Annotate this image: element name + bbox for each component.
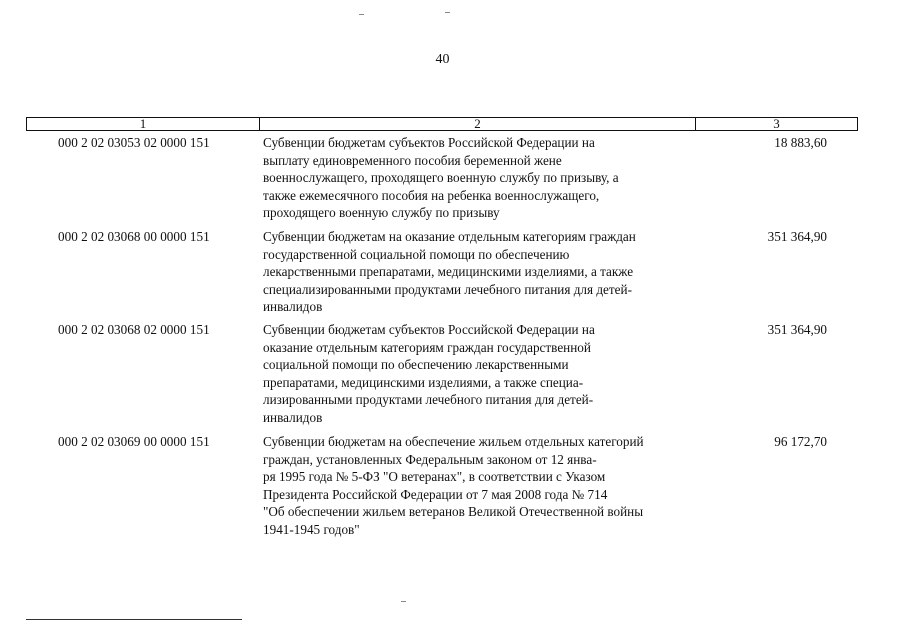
description-line: государственной социальной помощи по обеспечению	[263, 246, 570, 262]
scan-speck	[401, 601, 406, 602]
description-line: "Об обеспечении жильем ветеранов Великой Отечественной войны	[263, 504, 644, 520]
description-line: ря 1995 года № 5-ФЗ "О ветеранах", в соответствии с Указом	[263, 469, 606, 485]
scan-speck	[359, 14, 364, 15]
description-line: социальной помощи по обеспечению лекарственными	[263, 357, 569, 373]
description-line: специализированными продуктами лечебного питания для детей-	[263, 281, 632, 297]
description-line: оказание отдельным категориям граждан государственной	[263, 339, 591, 355]
description-line: военнослужащего, проходящего военную службу по призыву, а	[263, 170, 619, 186]
amount: 96 172,70	[774, 434, 827, 449]
description-line: инвалидов	[263, 299, 323, 315]
description-line: также ежемесячного пособия на ребенка военнослужащего,	[263, 187, 600, 203]
table-header-row	[26, 117, 858, 131]
description-line: Президента Российской Федерации от 7 мая 2008 года № 714	[263, 486, 608, 502]
row-description	[263, 134, 703, 222]
description-line: лизированными продуктами лечебного питания для детей-	[263, 392, 594, 408]
budget-code: 000 2 02 03069 00 0000 151	[58, 434, 210, 449]
footnote-divider	[26, 619, 242, 620]
header-cell-1: 1	[27, 118, 260, 130]
description-line: проходящего военную службу по призыву	[263, 205, 500, 221]
description-line: граждан, установленных Федеральным законом от 12 янва-	[263, 451, 597, 467]
amount: 18 883,60	[774, 135, 827, 150]
amount: 351 364,90	[767, 322, 827, 337]
budget-code: 000 2 02 03068 00 0000 151	[58, 229, 210, 244]
amount: 351 364,90	[767, 229, 827, 244]
description-line: 1941-1945 годов"	[263, 521, 360, 537]
description-line: препаратами, медицинскими изделиями, а также специа-	[263, 374, 584, 390]
budget-code: 000 2 02 03053 02 0000 151	[58, 135, 210, 150]
description-line: Субвенции бюджетам субъектов Российской Федерации на	[263, 322, 595, 337]
description-line: Субвенции бюджетам на оказание отдельным категориям граждан	[263, 229, 636, 244]
row-description	[263, 228, 703, 316]
header-cell-3: 3	[773, 116, 780, 131]
scan-speck	[445, 12, 450, 13]
page-number: 40	[435, 52, 450, 67]
description-line: Субвенции бюджетам субъектов Российской Федерации на	[263, 135, 595, 150]
description-line: Субвенции бюджетам на обеспечение жильем отдельных категорий	[263, 434, 644, 449]
row-description	[263, 433, 703, 539]
budget-code: 000 2 02 03068 02 0000 151	[58, 322, 210, 337]
description-line: лекарственными препаратами, медицинскими изделиями, а также	[263, 264, 634, 280]
description-line: выплату единовременного пособия беременной жене	[263, 152, 562, 168]
row-description	[263, 321, 703, 427]
header-cell-2: 2	[260, 118, 696, 130]
description-line: инвалидов	[263, 409, 323, 425]
